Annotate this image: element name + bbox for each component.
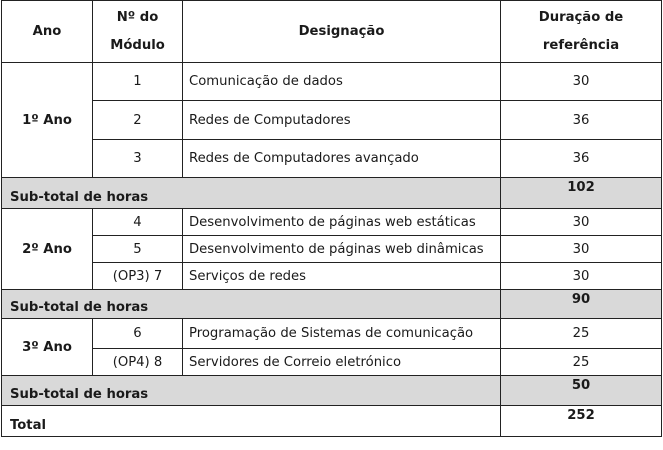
subtotal-label: Sub-total de horas <box>2 178 501 209</box>
module-number: (OP3) 7 <box>93 263 183 290</box>
module-name: Programação de Sistemas de comunicação <box>183 319 501 349</box>
header-duracao <box>501 1 662 63</box>
module-number: (OP4) 8 <box>93 349 183 376</box>
module-name: Servidores de Correio eletrónico <box>183 349 501 376</box>
total-label: Total <box>2 406 501 437</box>
module-name: Comunicação de dados <box>183 63 501 101</box>
year2-label: 2º Ano <box>2 209 93 290</box>
total-value: 252 <box>501 406 662 437</box>
table-row <box>2 101 662 140</box>
module-hours: 30 <box>501 236 662 263</box>
header-modulo <box>93 1 183 63</box>
module-name: Redes de Computadores avançado <box>183 140 501 178</box>
modules-table <box>1 0 662 437</box>
subtotal-label: Sub-total de horas <box>2 376 501 406</box>
subtotal-value: 102 <box>501 178 662 209</box>
header-modulo-line2: Módulo <box>110 37 165 53</box>
table-row <box>2 140 662 178</box>
module-name: Serviços de redes <box>183 263 501 290</box>
header-row <box>2 1 662 63</box>
table-row <box>2 319 662 349</box>
module-hours: 30 <box>501 209 662 236</box>
module-hours: 30 <box>501 63 662 101</box>
header-duracao-line1: Duração de <box>538 9 624 25</box>
module-number: 6 <box>93 319 183 349</box>
header-designacao: Designação <box>183 1 501 63</box>
header-ano: Ano <box>2 1 93 63</box>
total-row <box>2 406 662 437</box>
module-name: Redes de Computadores <box>183 101 501 140</box>
module-name: Desenvolvimento de páginas web dinâmicas <box>183 236 501 263</box>
module-number: 3 <box>93 140 183 178</box>
header-modulo-line1: Nº do <box>116 9 159 25</box>
header-duracao-line2: referência <box>542 37 620 53</box>
module-hours: 36 <box>501 140 662 178</box>
subtotal-value: 90 <box>501 290 662 319</box>
module-hours: 30 <box>501 263 662 290</box>
subtotal-row <box>2 290 662 319</box>
subtotal-row <box>2 376 662 406</box>
year3-label: 3º Ano <box>2 319 93 376</box>
module-hours: 36 <box>501 101 662 140</box>
module-number: 5 <box>93 236 183 263</box>
table-row <box>2 63 662 101</box>
subtotal-row <box>2 178 662 209</box>
module-hours: 25 <box>501 319 662 349</box>
subtotal-label: Sub-total de horas <box>2 290 501 319</box>
table-row <box>2 349 662 376</box>
table-row <box>2 236 662 263</box>
module-hours: 25 <box>501 349 662 376</box>
table-row <box>2 209 662 236</box>
module-number: 2 <box>93 101 183 140</box>
year1-label: 1º Ano <box>2 63 93 178</box>
table-row <box>2 263 662 290</box>
module-number: 1 <box>93 63 183 101</box>
module-name: Desenvolvimento de páginas web estáticas <box>183 209 501 236</box>
subtotal-value: 50 <box>501 376 662 406</box>
module-number: 4 <box>93 209 183 236</box>
